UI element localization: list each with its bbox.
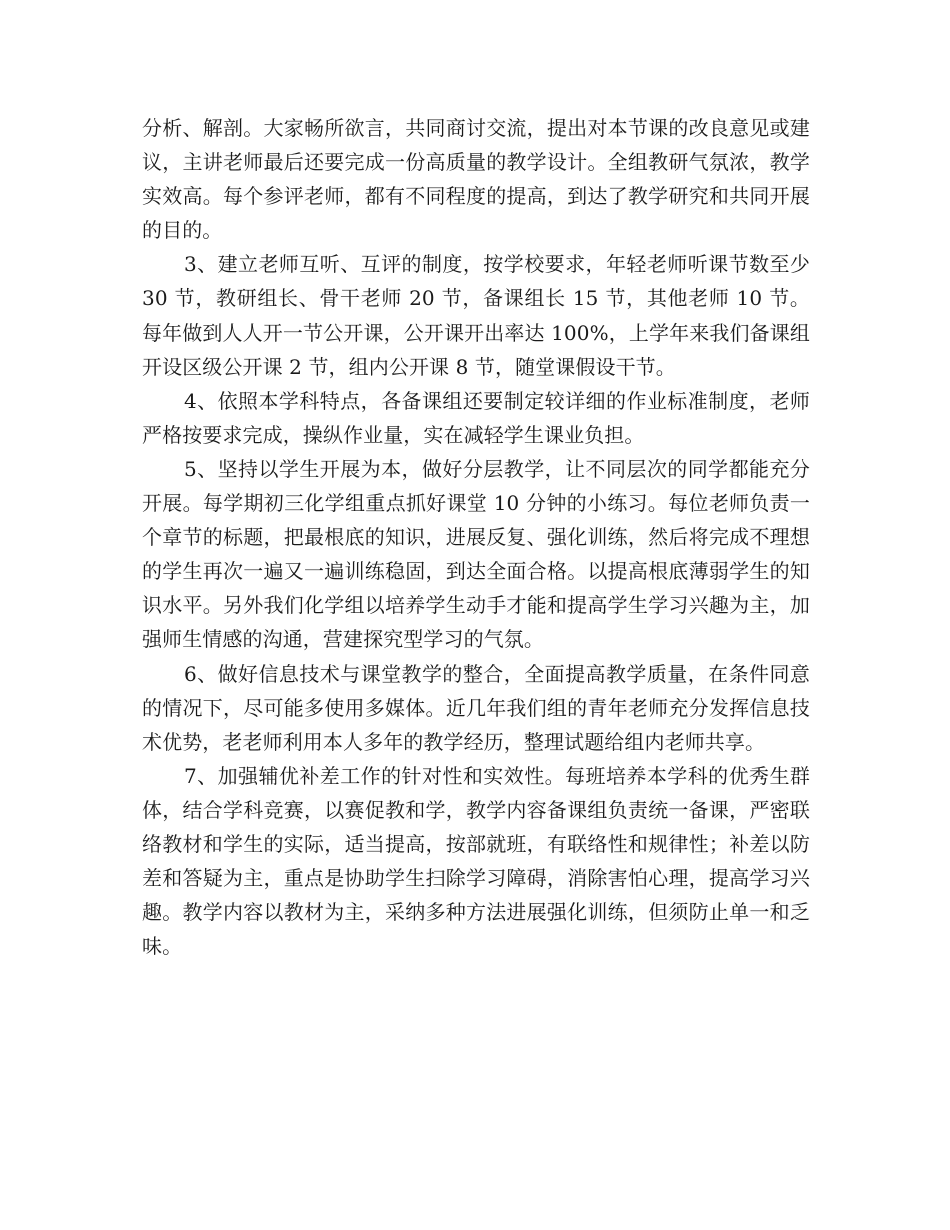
paragraph-item-6: 6、做好信息技术与课堂教学的整合，全面提高教学质量，在条件同意的情况下，尽可能多使用多媒体。近几年我们组的青年老师充分发挥信息技术优势，老老师利用本人多年的教学经历，整理试题给组内老师共享。 [142, 661, 810, 754]
paragraph-item-7: 7、加强辅优补差工作的针对性和实效性。每班培养本学科的优秀生群体，结合学科竞赛，以赛促教和学，教学内容备课组负责统一备课，严密联络教材和学生的实际，适当提高，按部就班，有联络性和规律性；补差以防差和答疑为主，重点是协助学生扫除学习障碍，消除害怕心理，提高学习兴趣。教学内容以教材为主，采纳多种方法进展强化训练，但须防止单一和乏味。 [142, 763, 810, 959]
paragraph-continuation: 分析、解剖。大家畅所欲言，共同商讨交流，提出对本节课的改良意见或建议，主讲老师最后还要完成一份高质量的教学设计。全组教研气氛浓，教学实效高。每个参评老师，都有不同程度的提高，到达了教学研究和共同开展的目的。 [142, 116, 810, 243]
paragraph-item-4: 4、依照本学科特点，各备课组还要制定较详细的作业标准制度，老师严格按要求完成，操纵作业量，实在减轻学生课业负担。 [142, 388, 810, 447]
paragraph-item-5: 5、坚持以学生开展为本，做好分层教学，让不同层次的同学都能充分开展。每学期初三化学组重点抓好课堂 10 分钟的小练习。每位老师负责一个章节的标题，把最根底的知识，进展反复、强化训练，然后将完成不理想的学生再次一遍又一遍训练稳固，到达全面合格。以提高根底薄弱学生的知识水平。另外我们化学组以培养学生动手才能和提高学生学习兴趣为主，加强师生情感的沟通，营建探究型学习的气氛。 [142, 456, 810, 652]
paragraph-item-3: 3、建立老师互听、互评的制度，按学校要求，年轻老师听课节数至少 30 节，教研组长、骨干老师 20 节，备课组长 15 节，其他老师 10 节。每年做到人人开一节公开课，公开课开出率达 100%，上学年来我们备课组开设区级公开课 2 节，组内公开课 8 节，随堂课假设干节。 [142, 252, 810, 379]
document-body [142, 111, 810, 963]
